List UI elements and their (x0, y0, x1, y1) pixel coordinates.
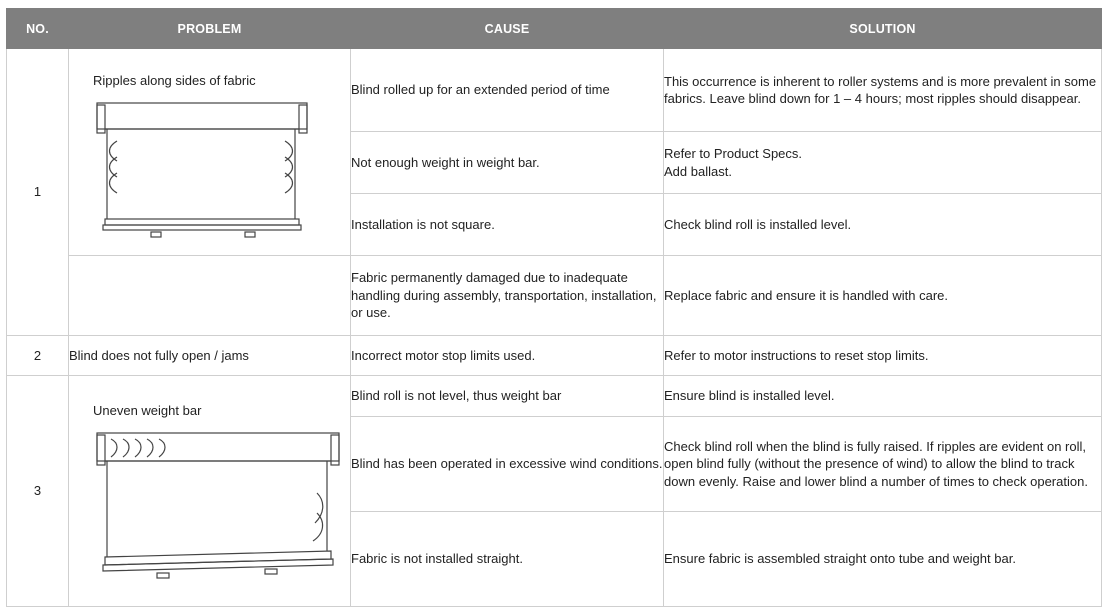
problem-cell (69, 49, 351, 256)
cause-cell: Not enough weight in weight bar. (351, 132, 664, 194)
header-row (7, 9, 1102, 49)
troubleshooting-table (6, 8, 1102, 607)
cause-cell: Installation is not square. (351, 194, 664, 256)
table-row (7, 256, 1102, 336)
row-number: 3 (7, 376, 69, 607)
problem-label: Ripples along sides of fabric (93, 73, 256, 88)
row-number: 1 (7, 49, 69, 336)
solution-cell: Ensure blind is installed level. (664, 376, 1102, 417)
table-row (7, 336, 1102, 376)
table-row (7, 49, 1102, 132)
cause-cell: Blind has been operated in excessive wind conditions. (351, 417, 664, 512)
solution-cell: Check blind roll when the blind is fully raised. If ripples are evident on roll, open blind fully (without the presence of wind) to allow the blind to track down evenly. Raise and lower blind a number of times to check operation. (664, 417, 1102, 512)
problem-label: Blind does not fully open / jams (69, 336, 351, 376)
header-cause: CAUSE (351, 9, 664, 49)
solution-cell: Replace fabric and ensure it is handled with care. (664, 256, 1102, 336)
table-row (7, 376, 1102, 417)
header-problem: PROBLEM (69, 9, 351, 49)
solution-cell: Ensure fabric is assembled straight onto tube and weight bar. (664, 512, 1102, 607)
empty-problem-cell (69, 256, 351, 336)
header-no: NO. (7, 9, 69, 49)
cause-cell: Fabric is not installed straight. (351, 512, 664, 607)
row-number: 2 (7, 336, 69, 376)
header-solution: SOLUTION (664, 9, 1102, 49)
ripples-blind-illustration (95, 101, 317, 241)
problem-label: Uneven weight bar (93, 403, 202, 418)
solution-cell: Refer to Product Specs. Add ballast. (664, 132, 1102, 194)
solution-cell: This occurrence is inherent to roller systems and is more prevalent in some fabrics. Leave blind down for 1 – 4 hours; most ripples should disappear. (664, 49, 1102, 132)
uneven-weight-bar-illustration (95, 431, 345, 589)
cause-cell: Blind rolled up for an extended period of time (351, 49, 664, 132)
cause-cell: Incorrect motor stop limits used. (351, 336, 664, 376)
solution-cell: Check blind roll is installed level. (664, 194, 1102, 256)
solution-cell: Refer to motor instructions to reset stop limits. (664, 336, 1102, 376)
problem-cell (69, 376, 351, 607)
cause-cell: Blind roll is not level, thus weight bar (351, 376, 664, 417)
cause-cell: Fabric permanently damaged due to inadequate handling during assembly, transportation, installation, or use. (351, 256, 664, 336)
